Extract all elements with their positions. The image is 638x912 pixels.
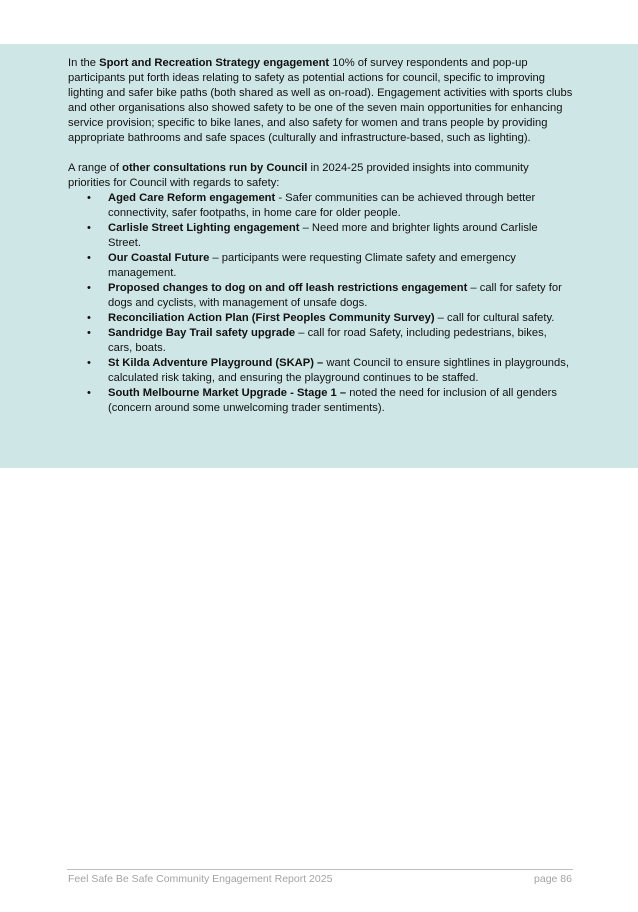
bullet-icon: • [87,327,91,339]
paragraph-intro: A range of [68,162,123,174]
bullet-icon: • [87,252,91,264]
sport-recreation-paragraph [68,56,573,146]
list-item [87,326,573,356]
list-item-title: Our Coastal Future [108,252,210,264]
list-item-text: – call for cultural safety. [434,312,555,324]
list-item-text: – participants were requesting Climate safety and emergency management. [108,252,516,279]
footer-report-title: Feel Safe Be Safe Community Engagement Report 2025 [68,873,333,885]
list-item-title: St Kilda Adventure Playground (SKAP) – [108,357,324,369]
list-item-text: – Need more and brighter lights around Carlisle Street. [108,222,538,249]
paragraph-body: in 2024-25 provided insights into community priorities for Council with regards to safety: [68,162,529,189]
list-item-title: South Melbourne Market Upgrade - Stage 1 – [108,387,347,399]
bullet-icon: • [87,222,91,234]
list-item [87,251,573,281]
list-item-title: Reconciliation Action Plan (First Peoples Community Survey) [108,312,435,324]
list-item [87,311,573,326]
list-item-title: Carlisle Street Lighting engagement [108,222,300,234]
bullet-icon: • [87,282,91,294]
bullet-icon: • [87,387,91,399]
footer-divider [67,869,573,870]
list-item [87,386,573,416]
list-item-text: – call for road Safety, including pedestrians, bikes, cars, boats. [108,327,547,354]
list-item [87,356,573,386]
paragraph-body: 10% of survey respondents and pop-up participants put forth ideas relating to safety as potential actions for council, specific to improving lighting and safer bike paths (both shared as well as on-road). Engagement activities with sports clubs and other organisations also showed safety to be one of the seven main opportunities for enhancing service provision; specific to bike lanes, and also safety for women and trans people by providing appropriate bathrooms and safe spaces (culturally and infrastructure-based, such as lighting). [68,57,573,144]
list-item [87,191,573,221]
bullet-icon: • [87,192,91,204]
consultation-list [68,191,573,416]
list-item-text: – call for safety for dogs and cyclists, with management of unsafe dogs. [108,282,562,309]
other-consultations-paragraph [68,161,573,191]
list-item-title: Sandridge Bay Trail safety upgrade [108,327,296,339]
content-body [68,56,573,416]
list-item-text: - Safer communities can be achieved through better connectivity, safer footpaths, in home care for older people. [108,192,536,219]
list-item-text: noted the need for inclusion of all genders (concern around some unwelcoming trader sentiments). [108,387,557,414]
footer-page-number: page 86 [534,873,572,885]
paragraph-emphasis: other consultations run by Council [122,162,308,174]
paragraph-intro: In the [68,57,100,69]
list-item-text: want Council to ensure sightlines in playgrounds, calculated risk taking, and ensuring the playground continues to be staffed. [108,357,569,384]
list-item-title: Aged Care Reform engagement [108,192,276,204]
paragraph-emphasis: Sport and Recreation Strategy engagement [99,57,330,69]
list-item-title: Proposed changes to dog on and off leash restrictions engagement [108,282,468,294]
bullet-icon: • [87,312,91,324]
list-item [87,281,573,311]
bullet-icon: • [87,357,91,369]
list-item [87,221,573,251]
